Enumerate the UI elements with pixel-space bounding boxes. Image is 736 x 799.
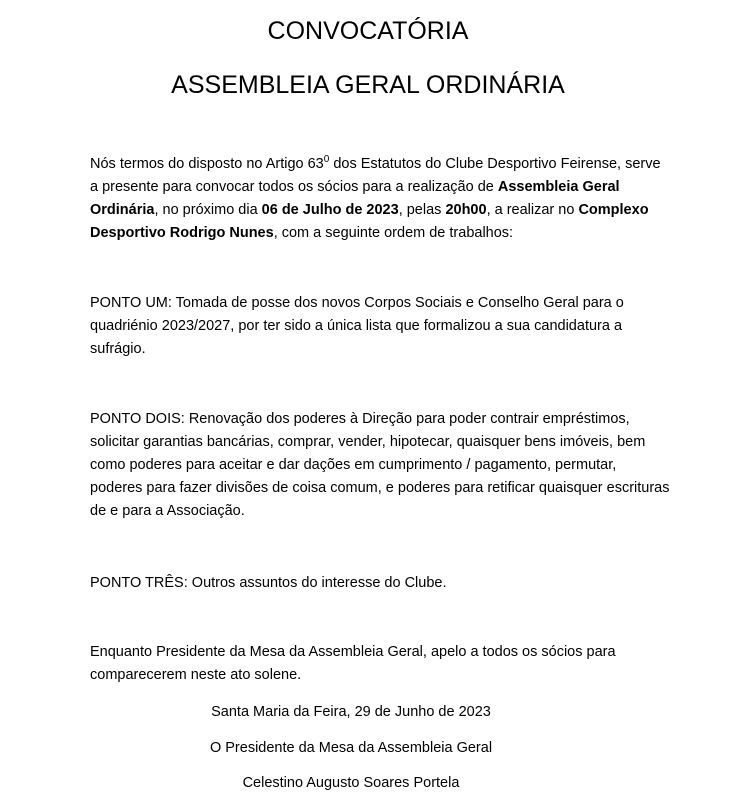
intro-text-3: , no próximo dia	[154, 202, 262, 218]
meeting-date: 06 de Julho de 2023	[261, 202, 399, 218]
meeting-time: 20h00	[445, 202, 487, 218]
agenda-item-one: PONTO UM: Tomada de posse dos novos Corpos Sociais e Conselho Geral para o quadriénio 2023/2027, por ter sido a única lista que formalizou a sua candidatura a sufrágio.	[90, 295, 624, 357]
agenda-item-three: PONTO TRÊS: Outros assuntos do interesse do Clube.	[90, 575, 447, 591]
appeal-paragraph: Enquanto Presidente da Mesa da Assembleia Geral, apelo a todos os sócios para comparecerem neste ato solene.	[90, 644, 616, 683]
signatory-role: O Presidente da Mesa da Assembleia Geral	[209, 740, 493, 756]
document-title: CONVOCATÓRIA	[267, 17, 469, 45]
meeting-venue: Complexo Desportivo Rodrigo Nunes	[90, 202, 649, 241]
place-and-date: Santa Maria da Feira, 29 de Junho de 2023	[211, 704, 491, 720]
document-subtitle: ASSEMBLEIA GERAL ORDINÁRIA	[171, 71, 565, 99]
intro-paragraph	[90, 153, 670, 245]
signatory-name: Celestino Augusto Soares Portela	[242, 775, 460, 791]
intro-text-6: , com a seguinte ordem de trabalhos:	[273, 225, 514, 241]
intro-text-5: , a realizar no	[486, 202, 579, 218]
intro-text-2: dos Estatutos do Clube Desportivo Feirense, serve a presente para convocar todos os sócios para a realização de	[90, 156, 661, 195]
article-superscript: 0	[323, 154, 330, 166]
meeting-type: Assembleia Geral Ordinária	[90, 179, 620, 218]
intro-text-4: , pelas	[398, 202, 446, 218]
agenda-item-two: PONTO DOIS: Renovação dos poderes à Direção para poder contrair empréstimos, solicitar garantias bancárias, comprar, vender, hipotecar, quaisquer bens imóveis, bem como poderes para aceitar e dar dações em cumprimento / pagamento, permutar, poderes para fazer divisões de coisa comum, e poderes para retificar quaisquer escrituras de e para a Associação.	[90, 411, 670, 519]
intro-text-1: Nós termos do disposto no Artigo 63	[90, 156, 324, 172]
